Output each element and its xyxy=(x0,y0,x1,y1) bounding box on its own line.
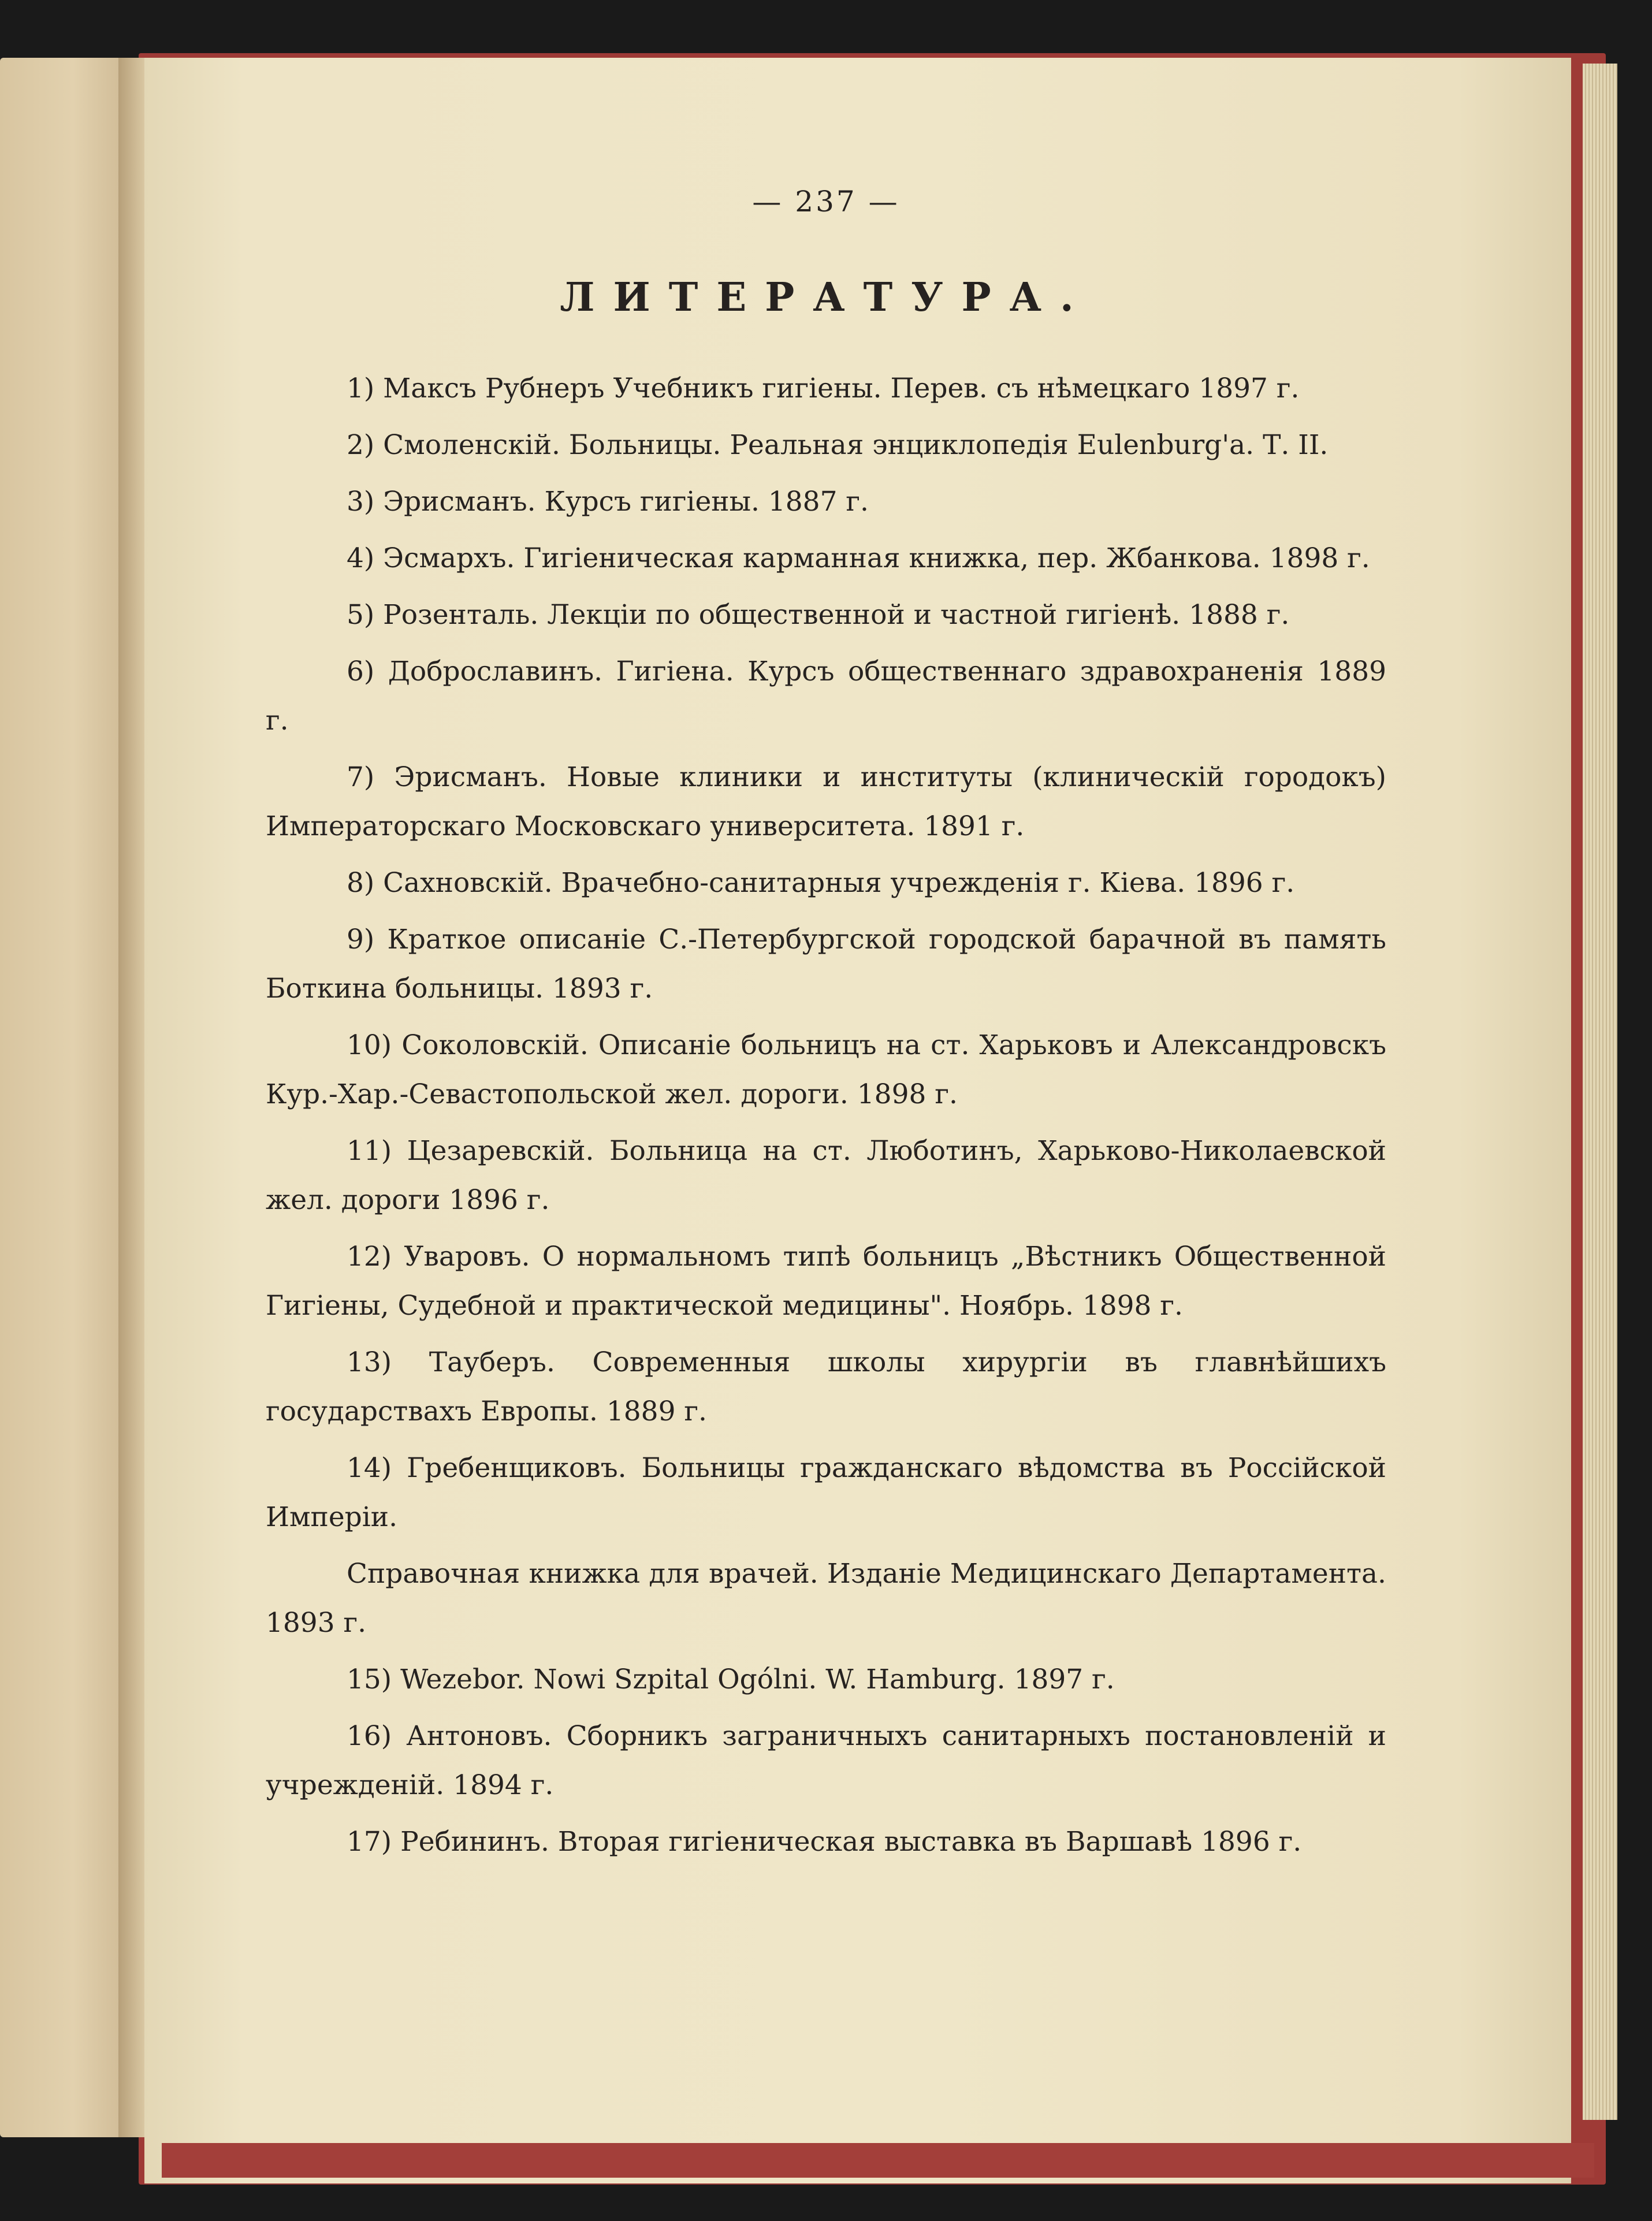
bibliography-entry-8: 8) Сахновскій. Врачебно-санитарныя учрежденія г. Кіева. 1896 г. xyxy=(347,867,1295,899)
bibliography-list xyxy=(266,364,1386,1874)
bibliography-entry-2: 2) Смоленскій. Больницы. Реальная энциклопедія Eulenburg'a. Т. II. xyxy=(347,429,1329,461)
bibliography-entry-13: 13) Тауберъ. Современныя школы хирургіи въ главнѣйшихъ государствахъ Европы. 1889 г. xyxy=(266,1346,1386,1427)
book-gutter xyxy=(118,58,144,2137)
bibliography-entry-4: 4) Эсмархъ. Гигіеническая карманная книжка, пер. Жбанкова. 1898 г. xyxy=(347,542,1370,574)
bibliography-entry-11: 11) Цезаревскій. Больница на ст. Люботинъ, Харьково-Николаевской жел. дороги 1896 г. xyxy=(266,1135,1386,1216)
bibliography-entry-9: 9) Краткое описаніе С.-Петербургской городской барачной въ память Боткина больницы. 1893 г. xyxy=(266,924,1386,1005)
bibliography-entry-1: 1) Максъ Рубнеръ Учебникъ гигіены. Перев. съ нѣмецкаго 1897 г. xyxy=(347,373,1300,404)
bibliography-entry-10: 10) Соколовскій. Описаніе больницъ на ст. Харьковъ и Александровскъ Кур.-Хар.-Севастопольской жел. дороги. 1898 г. xyxy=(266,1029,1386,1110)
bibliography-entry-5: 5) Розенталь. Лекціи по общественной и частной гигіенѣ. 1888 г. xyxy=(347,599,1290,631)
bibliography-entry-3: 3) Эрисманъ. Курсъ гигіены. 1887 г. xyxy=(347,486,869,518)
bibliography-entry-16: 16) Антоновъ. Сборникъ заграничныхъ санитарныхъ постановленій и учрежденій. 1894 г. xyxy=(266,1720,1386,1801)
bibliography-entry-14: 14) Гребенщиковъ. Больницы гражданскаго вѣдомства въ Россійской Имперіи. xyxy=(266,1452,1386,1533)
left-page-edge xyxy=(0,58,133,2137)
page-number: — 237 — xyxy=(752,185,900,218)
bibliography-entry-17: 17) Ребининъ. Вторая гигіеническая выставка въ Варшавѣ 1896 г. xyxy=(347,1826,1302,1858)
bibliography-entry-6: 6) Доброславинъ. Гигіена. Курсъ общественнаго здравохраненія 1889 г. xyxy=(266,656,1386,736)
bibliography-entry-12: 12) Уваровъ. О нормальномъ типѣ больницъ „Вѣстникъ Общественной Гигіены, Судебной и практической медицины". Ноябрь. 1898 г. xyxy=(266,1241,1386,1322)
page-stack-edges xyxy=(1583,64,1617,2120)
cover-bottom-edge xyxy=(162,2143,1594,2178)
bibliography-entry-reference-book: Справочная книжка для врачей. Изданіе Медицинскаго Департамента. 1893 г. xyxy=(266,1558,1386,1639)
bibliography-entry-7: 7) Эрисманъ. Новые клиники и институты (клиническій городокъ) Императорскаго Московскаго университета. 1891 г. xyxy=(266,761,1386,842)
bibliography-entry-15: 15) Wezebor. Nowi Szpital Ogólni. W. Hamburg. 1897 г. xyxy=(347,1664,1115,1695)
page-title: ЛИТЕРАТУРА. xyxy=(560,274,1092,321)
